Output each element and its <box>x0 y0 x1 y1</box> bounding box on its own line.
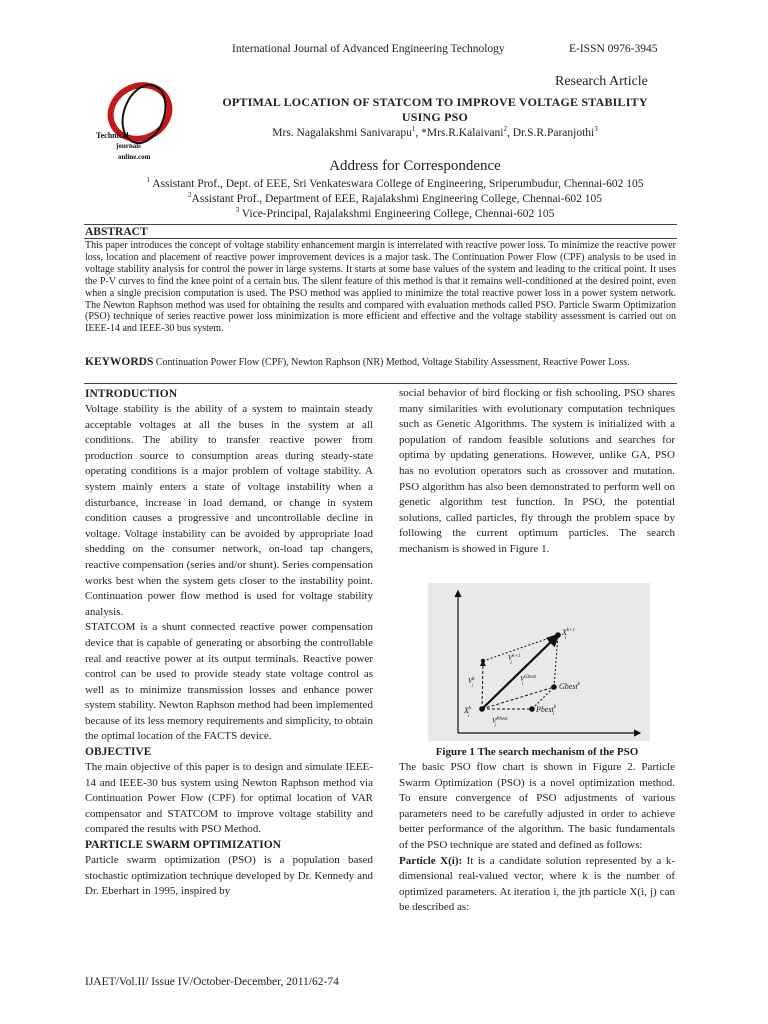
left-column <box>85 387 373 900</box>
journal-name: International Journal of Advanced Engineering Technology <box>232 43 505 55</box>
label-v-k-sub: i <box>471 684 473 689</box>
pso-paragraph: Particle swarm optimization (PSO) is a population based stochastic optimization technique developed by Dr. Kennedy and Dr. Eberhart in 1995, inspired by <box>85 854 373 898</box>
introduction-heading: INTRODUCTION <box>85 388 178 400</box>
logo-text-2: journals <box>116 142 141 150</box>
paper-title <box>150 95 720 125</box>
label-gbest <box>559 682 581 691</box>
pso-flowchart-paragraph: The basic PSO flow chart is shown in Figure 2. Particle Swarm Optimization (PSO) is a novel optimization method. To ensure convergence of PSO adjustments of various parameters need to be carefully adjusted in order to achieve better performance of the algorithm. The basic fundamentals of the PSO technique are stated and defined as follows: <box>399 761 675 851</box>
current-position-point <box>479 706 485 712</box>
label-x-k-sup: k <box>468 706 472 711</box>
affiliation-2 <box>80 191 710 205</box>
abstract-heading: ABSTRACT <box>85 226 148 238</box>
particle-label: Particle X(i): <box>399 854 463 867</box>
label-x-k-base: X <box>464 706 469 715</box>
affiliation-3-num: 3 <box>235 206 240 214</box>
affiliation-2-num: 2 <box>188 191 192 199</box>
label-v-pbest-base: V <box>492 717 497 725</box>
label-pbest-base: Pbest <box>536 705 554 714</box>
abstract-text: This paper introduces the concept of voltage stability enhancement margin is interrelated with reactive power loss. To minimize the reactive power loss, location and placement of reactive power improvement devices is a major task. The Continuation Power Flow (CPF) analysis to be used in voltage stability analysis for control the power in large systems. It starts at some base values of the system and leading to the critical point. It uses the P-V curves to find the knee point of a certain bus. The silent feature of this method is that it remains well-conditioned at the desired point, even when a single precision computation is used. The PSO method was applied to minimize the total reactive power loss in a power system network. The Newton Raphson method was used for obtaining the results and compared with evaluation methods called PSO. Particle Swarm Optimization (PSO) technique of series reactive power loss minimization is more efficient and effective and the voltage stability assessment is carried out on IEEE-14 and IEEE-30 bus system. <box>85 240 676 335</box>
label-v-gbest-sub: i <box>521 682 524 687</box>
page-footer: IJAET/Vol.II/ Issue IV/October-December, 2011/62-74 <box>85 976 339 988</box>
keywords-text: Continuation Power Flow (CPF), Newton Raphson (NR) Method, Voltage Stability Assessment, Reactive Power Loss. <box>153 357 630 368</box>
position-update-vector <box>482 635 558 709</box>
pso-heading: PARTICLE SWARM OPTIMIZATION <box>85 839 281 852</box>
pso-search-diagram <box>428 583 650 741</box>
abstract-top-rule <box>84 224 677 225</box>
authors <box>150 125 720 139</box>
label-v-k-sup: k <box>472 677 475 682</box>
pso-continued-paragraph: social behavior of bird flocking or fish schooling. PSO shares many similarities with evolutionary computation techniques such as Genetic Algorithms. The system is initialized with a population of random feasible solutions and searches for optima by updating generations. However, unlike GA, PSO has no evolution operators such as crossover and mutation. PSO algorithm has also been demonstrated to perform well on genetic algorithm test function. In PSO, the potential solutions, called particles, fly through the problem space by following the current optimum particles. The search mechanism is showed in Figure 1. <box>399 387 675 555</box>
logo-text-1: Technical <box>96 131 129 140</box>
label-gbest-base: Gbest <box>559 682 578 691</box>
author-1: Mrs. Nagalakshmi Sanivarapu <box>272 126 412 139</box>
keywords-label: KEYWORDS <box>85 356 154 368</box>
correspondence-heading: Address for Correspondence <box>329 158 501 174</box>
label-gbest-sup: k <box>577 682 580 687</box>
right-column-bottom <box>399 760 675 916</box>
author-1-sup: 1 <box>411 125 416 133</box>
author-3: , Dr.S.R.Paranjothi <box>507 126 595 139</box>
affiliation-1 <box>80 176 710 190</box>
affiliation-3 <box>80 206 710 220</box>
particle-text: It is a candidate solution represented by a k-dimensional real-valued vector, where k is the number of optimized parameters. At iteration i, the jth particle X(i, j) can be described as: <box>399 854 675 914</box>
label-pbest-sup: k <box>553 705 557 710</box>
label-v-gbest-sup: Gbest <box>524 675 536 680</box>
pbest-point <box>529 706 535 712</box>
label-v-gbest-base: V <box>520 675 525 683</box>
label-v-k1-base: V <box>508 654 513 662</box>
velocity-next-vector <box>483 635 558 661</box>
title-line-2: USING PSO <box>401 110 469 124</box>
label-v-k <box>468 677 475 689</box>
abstract-heading-rule <box>84 238 677 239</box>
label-v-k1 <box>508 654 520 666</box>
keywords-bottom-rule <box>84 383 677 384</box>
label-v-k1-sup: k+1 <box>512 654 521 659</box>
gbest-next-link <box>554 635 558 687</box>
label-v-pbest <box>492 717 508 729</box>
affiliation-2-text: Assistant Prof., Department of EEE, Rajalakshmi Engineering College, Chennai-602 105 <box>191 192 602 205</box>
velocity-point <box>481 659 485 663</box>
figure-1-caption: Figure 1 The search mechanism of the PSO <box>435 746 639 758</box>
label-x-k <box>463 706 472 719</box>
issn: E-ISSN 0976-3945 <box>569 43 658 55</box>
author-2: , *Mrs.R.Kalaivani <box>415 126 504 139</box>
title-line-1: OPTIMAL LOCATION OF STATCOM TO IMPROVE VOLTAGE STABILITY <box>222 95 648 109</box>
affiliation-1-num: 1 <box>146 176 151 184</box>
logo-text-3: online.com <box>118 153 151 161</box>
gbest-point <box>551 684 557 690</box>
objective-paragraph: The main objective of this paper is to design and simulate IEEE-14 and IEEE-30 bus system using Newton Raphson method via Continuation Power Flow (CPF) for optimal location of VAR compensator and STATCOM to improve voltage stability and compared the results with PSO Method. <box>85 761 373 836</box>
figure-1 <box>428 583 650 741</box>
affiliation-1-text: Assistant Prof., Dept. of EEE, Sri Venkateswara College of Engineering, Sriperumbudur, Chennai-602 105 <box>150 177 644 190</box>
right-column-top <box>399 386 675 558</box>
objective-heading: OBJECTIVE <box>85 746 152 759</box>
velocity-vector <box>482 661 483 709</box>
label-x-k1-sup: k+1 <box>566 628 575 633</box>
label-x-k1-sub: i <box>564 636 567 641</box>
author-3-sup: 3 <box>594 125 598 133</box>
keywords <box>85 357 676 369</box>
label-v-k-base: V <box>468 677 473 685</box>
label-pbest-sub: i <box>553 712 555 717</box>
affiliation-3-text: Vice-Principal, Rajalakshmi Engineering College, Chennai-602 105 <box>239 207 555 220</box>
label-v-k1-sub: i <box>510 661 512 666</box>
intro-paragraph-2: STATCOM is a shunt connected reactive power compensation device that is capable of generating or absorbing the controllable real and reactive power at its output terminals. Reactive power control can be used to provide steady state voltage control as well as to minimize transmission losses and enhance power system stability. Newton Raphson method had been implemented because of its less memory requirements and simplicity, to obtain the optimal location of the FACTS device. <box>85 621 373 743</box>
intro-paragraph-1: Voltage stability is the ability of a system to maintain steady acceptable voltages at all the buses in the system at all conditions. The ability to transfer reactive power from production source to consumption areas during steady-state operating conditions is a major problem of voltage stability. A system mainly enters a state of voltage instability when a disturbance, increase in load demand, or change in system condition causes a progressive and uncontrollable decline in voltage. Voltage instability can be avoided by appropriate load shedding on the consumer network, on-load tap changers, reactive compensation (series and/or shunt). Series compensation works best when the system gets closer to the instability point. Continuation power flow method is used for voltage stability analysis. <box>85 403 373 618</box>
author-2-sup: 2 <box>503 125 507 133</box>
label-x-k1 <box>561 628 575 641</box>
article-type: Research Article <box>555 74 648 89</box>
next-position-point <box>555 632 561 638</box>
label-v-gbest <box>520 675 537 687</box>
particle-definition <box>399 854 675 916</box>
label-v-pbest-sub: i <box>494 724 496 729</box>
label-x-k-sub: i <box>468 714 470 719</box>
label-pbest <box>535 705 557 717</box>
label-x-k1-base: X <box>562 628 567 637</box>
label-v-pbest-sup: Pbest <box>496 717 508 722</box>
